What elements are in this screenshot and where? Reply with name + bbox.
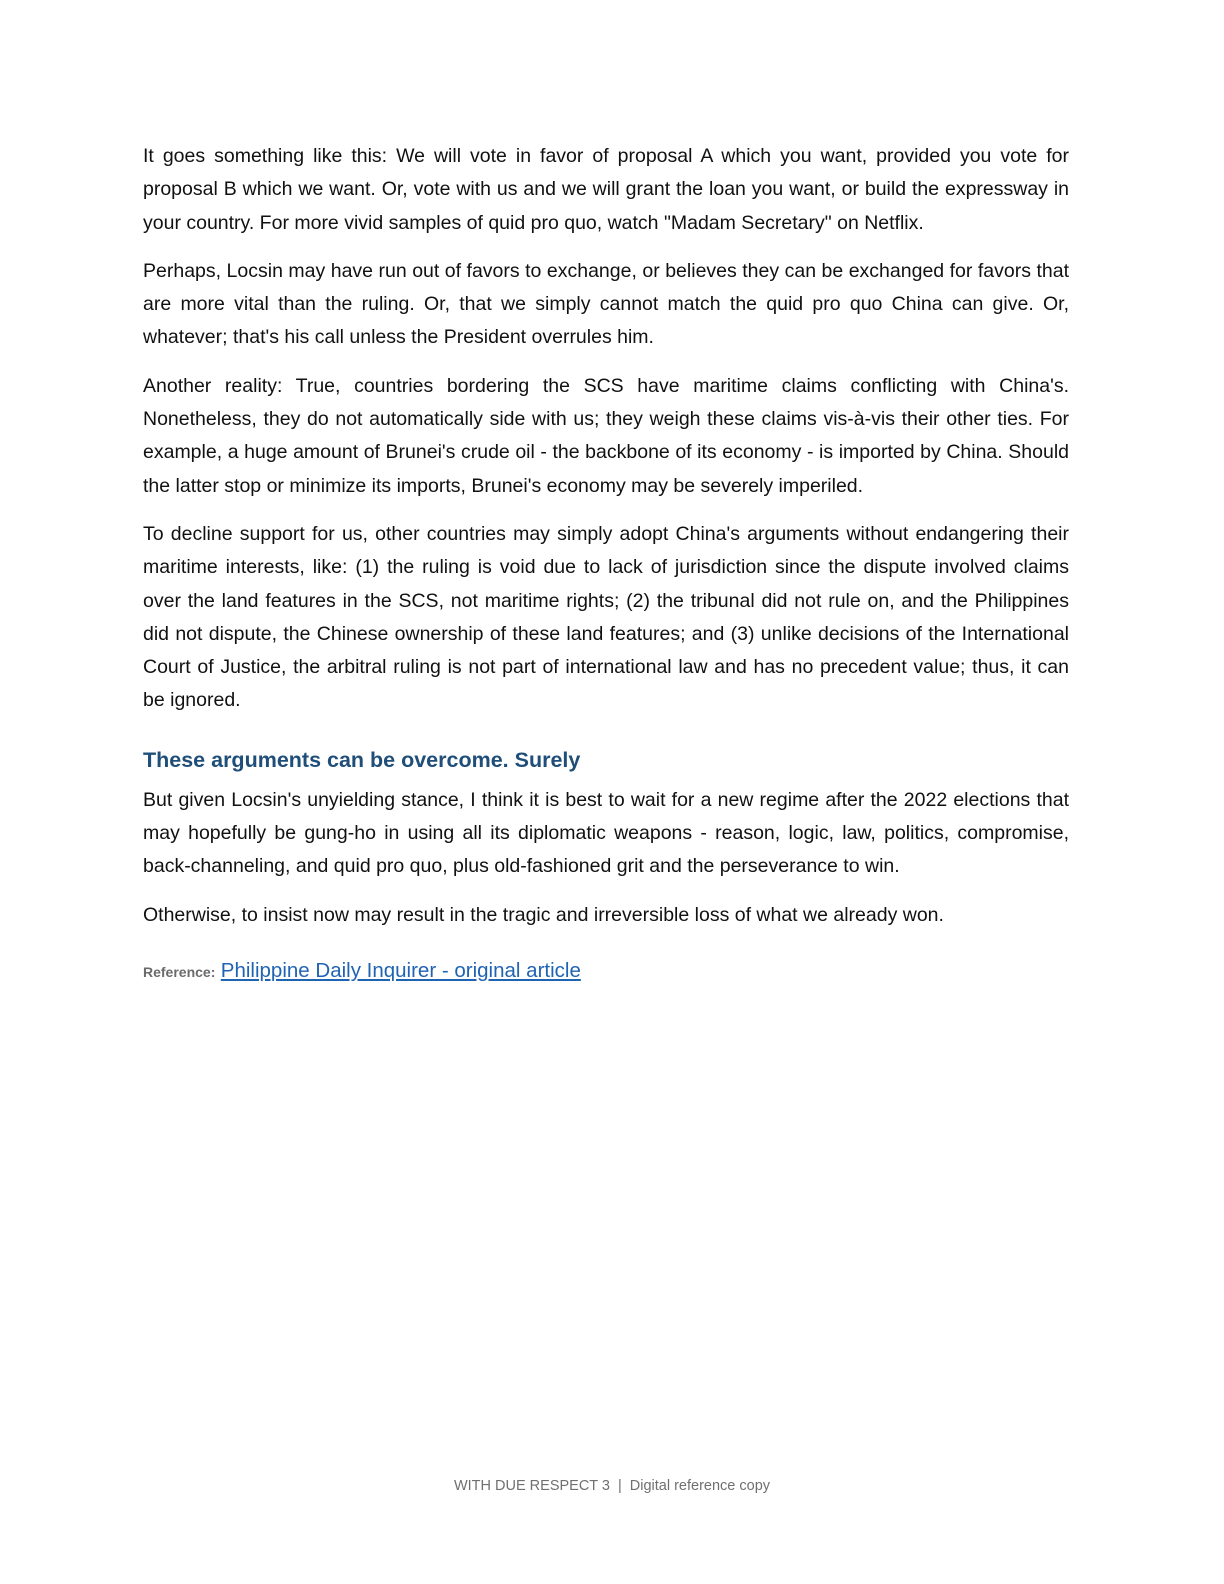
page-content [143,140,1069,987]
paragraph-china-arguments: To decline support for us, other countries may simply adopt China's arguments without endangering their maritime interests, like: (1) the ruling is void due to lack of jurisdiction since the dispute involved claims over the land features in the SCS, not maritime rights; (2) the tribunal did not rule on, and the Philippines did not dispute, the Chinese ownership of these land features; and (3) unlike decisions of the International Court of Justice, the arbitral ruling is not part of international law and has no precedent value; thus, it can be ignored. [143,522,1069,712]
section-heading: These arguments can be overcome. Surely [143,747,581,772]
reference-link[interactable]: Philippine Daily Inquirer - original article [220,958,581,982]
footer-separator: | [618,1478,622,1494]
paragraph-quid-pro-quo: It goes something like this: We will vote in favor of proposal A which you want, provided you vote for proposal B which we want. Or, vote with us and we will grant the loan you want, or build the expressway in your country. For more vivid samples of quid pro quo, watch "Madam Secretary" on Netflix. [143,145,1069,234]
reference-label: Reference: [143,963,216,980]
paragraph-new-regime: But given Locsin's unyielding stance, I think it is best to wait for a new regime after the 2022 elections that may hopefully be gung-ho in using all its diplomatic weapons - reason, logic, law, politics, compromise, back-channeling, and quid pro quo, plus old-fashioned grit and the perseverance to win. [143,788,1069,878]
paragraph-locsin-favors: Perhaps, Locsin may have run out of favors to exchange, or believes they can be exchanged for favors that are more vital than the ruling. Or, that we simply cannot match the quid pro quo China can give. Or, whatever; that's his call unless the President overrules him. [143,259,1069,349]
reference-line [143,956,1069,987]
paragraph-otherwise: Otherwise, to insist now may result in the tragic and irreversible loss of what we already won. [143,903,944,926]
footer-title: WITH DUE RESPECT 3 [453,1478,610,1494]
page-footer [0,1478,1224,1494]
paragraph-another-reality: Another reality: True, countries bordering the SCS have maritime claims conflicting with China's. Nonetheless, they do not automatically side with us; they weigh these claims vis-à-vis their other ties. For example, a huge amount of Brunei's crude oil - the backbone of its economy - is imported by China. Should the latter stop or minimize its imports, Brunei's economy may be severely imperiled. [143,374,1069,497]
footer-note: Digital reference copy [629,1478,771,1494]
